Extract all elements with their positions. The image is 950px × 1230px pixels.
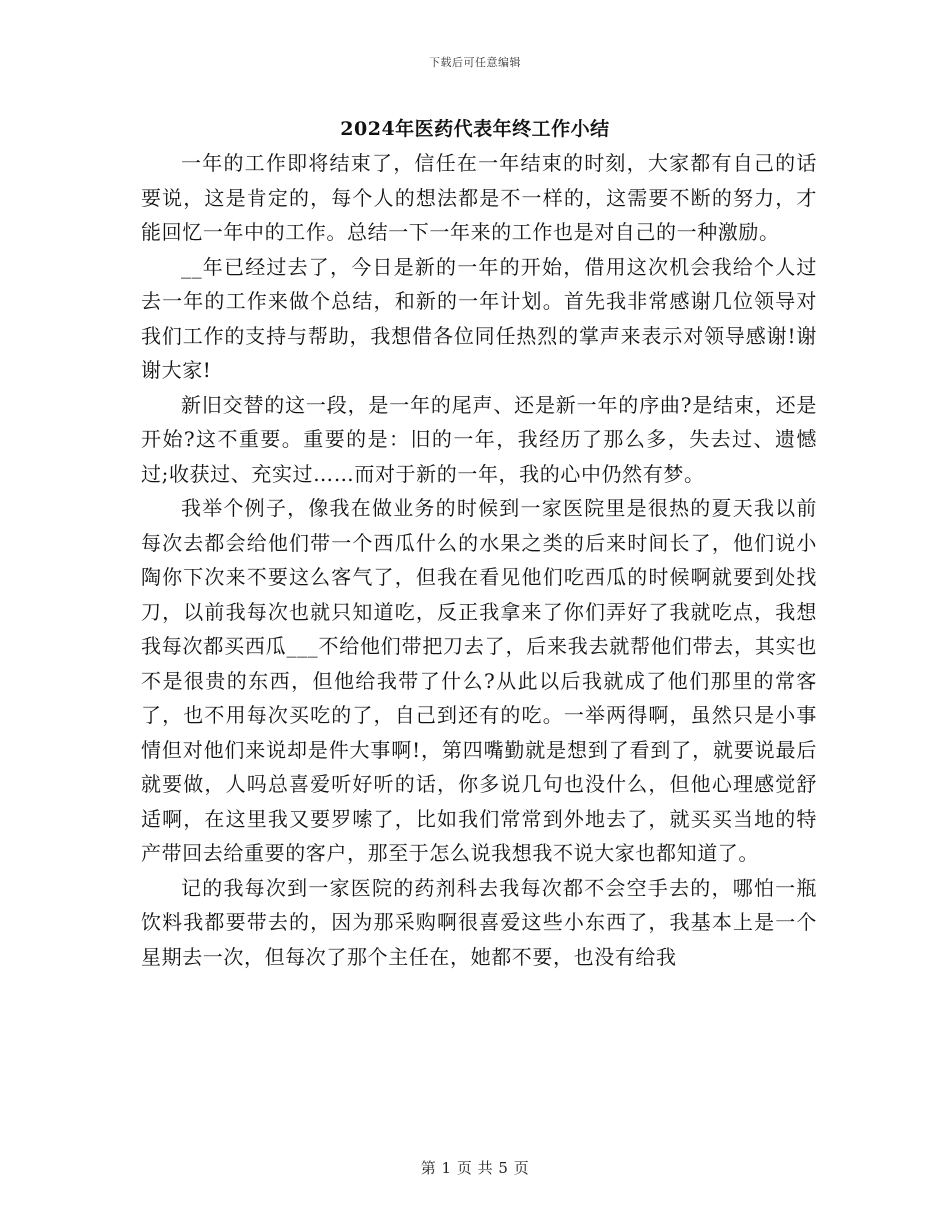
document-title: 2024年医药代表年终工作小结 [340, 118, 610, 140]
header-note: 下载后可任意编辑 [429, 56, 521, 69]
paragraph-3: 新旧交替的这一段，是一年的尾声、还是新一年的序曲?是结束，还是开始?这不重要。重要的是：旧的一年，我经历了那么多，失去过、遗憾过;收获过、充实过……而对于新的一年，我的心中仍然有梦。 [141, 392, 817, 486]
paragraph-4: 我举个例子，像我在做业务的时候到一家医院里是很热的夏天我以前每次去都会给他们带一个西瓜什么的水果之类的后来时间长了，他们说小陶你下次来不要这么客气了，但我在看见他们吃西瓜的时候啊就要到处找刀，以前我每次也就只知道吃，反正我拿来了你们弄好了我就吃点，我想我每次都买西瓜___不给他们带把刀去了，后来我去就帮他们带去，其实也不是很贵的东西，但他给我带了什么?从此以后我就成了他们那里的常客了，也不用每次买吃的了，自己到还有的吃。一举两得啊，虽然只是小事情但对他们来说却是件大事啊!，第四嘴勤就是想到了看到了，就要说最后就要做，人吗总喜爱听好听的话，你多说几句也没什么，但他心理感觉舒适啊，在这里我又要罗嗦了，比如我们常常到外地去了，就买买当地的特产带回去给重要的客户，那至于怎么说我想我不说大家也都知道了。 [141, 496, 817, 865]
document-body [141, 146, 817, 974]
paragraph-1: 一年的工作即将结束了，信任在一年结束的时刻，大家都有自己的话要说，这是肯定的，每个人的想法都是不一样的，这需要不断的努力，才能回忆一年中的工作。总结一下一年来的工作也是对自己的一种激励。 [141, 151, 817, 244]
paragraph-2: __年已经过去了，今日是新的一年的开始，借用这次机会我给个人过去一年的工作来做个总结，和新的一年计划。首先我非常感谢几位领导对我们工作的支持与帮助，我想借各位同任热烈的掌声来表示对领导感谢!谢谢大家! [141, 254, 817, 382]
paragraph-5: 记的我每次到一家医院的药剂科去我每次都不会空手去的，哪怕一瓶饮料我都要带去的，因为那采购啊很喜爱这些小东西了，我基本上是一个星期去一次，但每次了那个主任在，她都不要，也没有给我 [141, 875, 817, 969]
page-number-footer: 第 1 页 共 5 页 [420, 1159, 530, 1177]
